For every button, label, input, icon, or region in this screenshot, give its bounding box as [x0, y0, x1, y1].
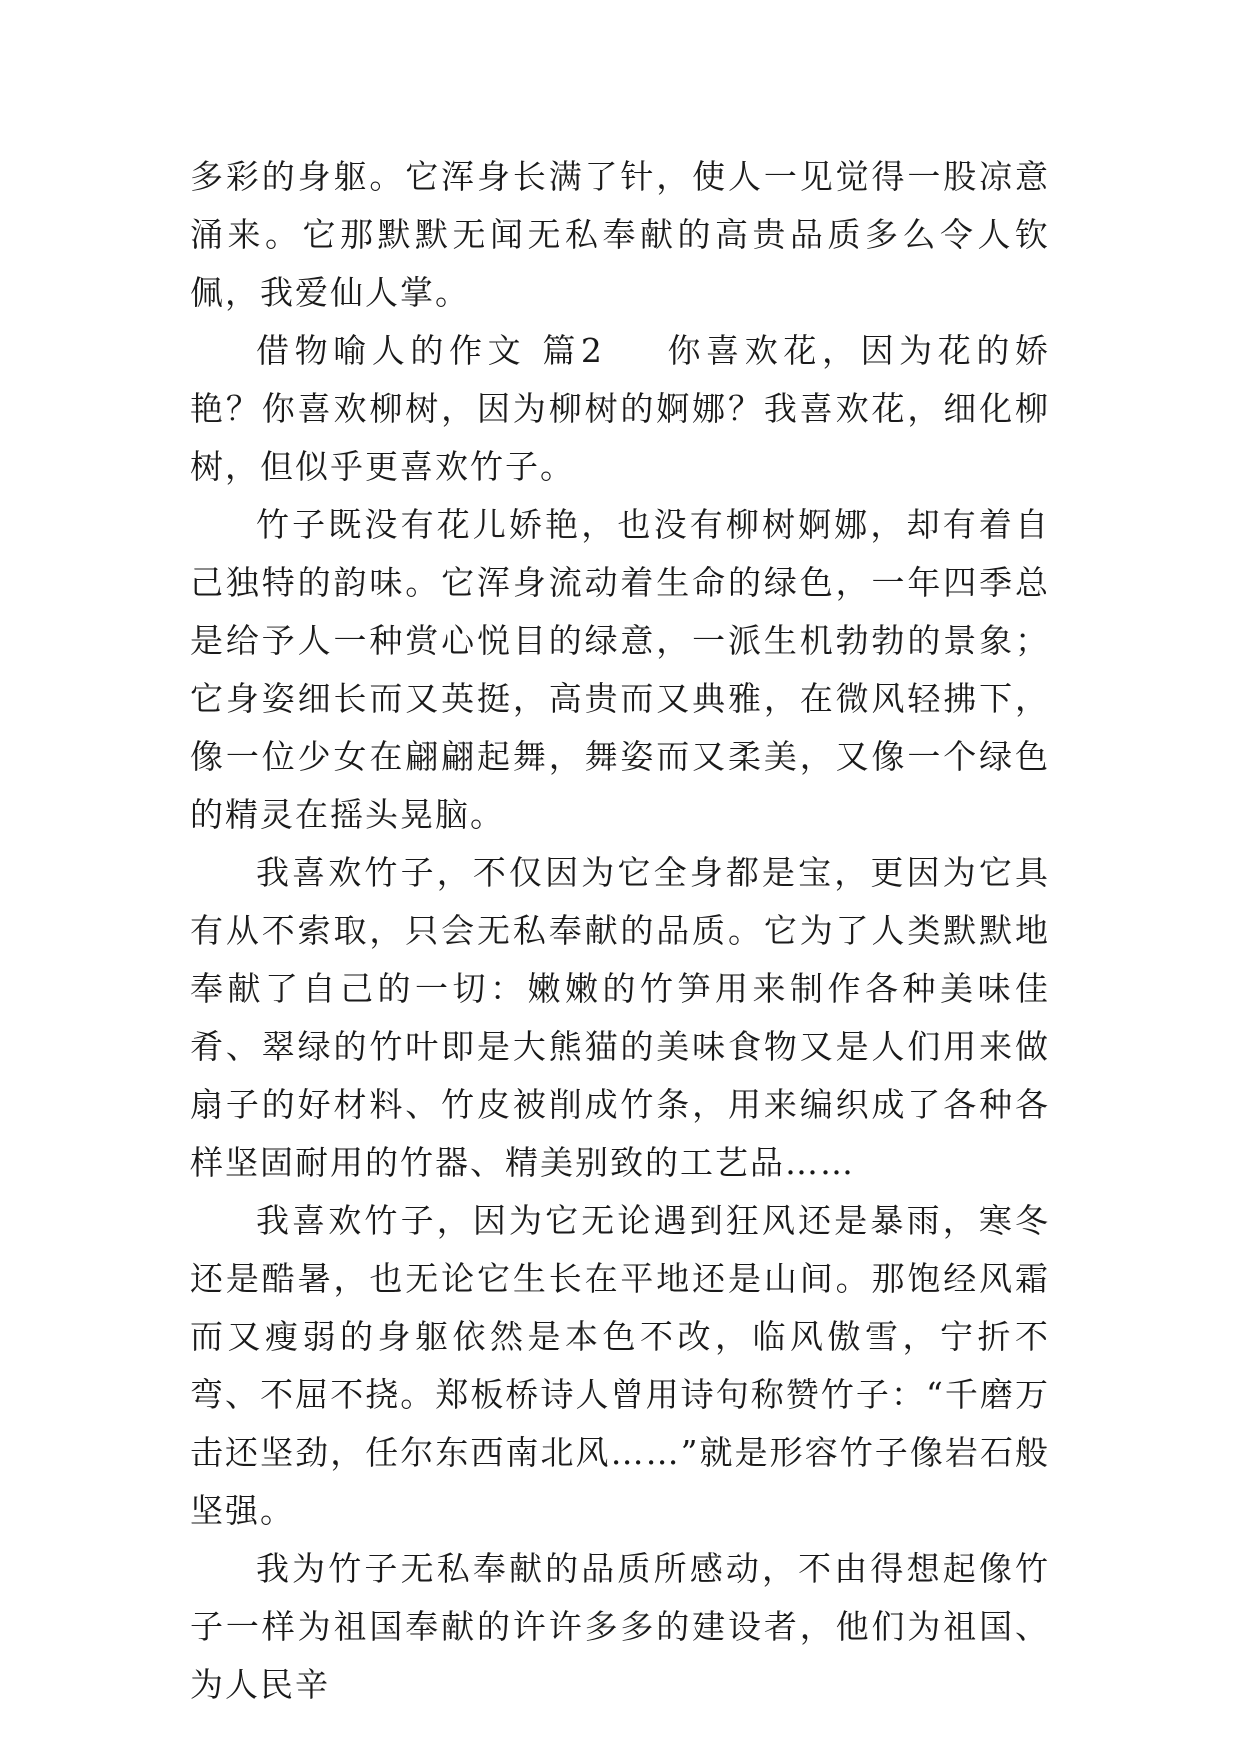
document-body [190, 148, 1050, 1714]
body-paragraph: 竹子既没有花儿娇艳，也没有柳树婀娜，却有着自己独特的韵味。它浑身流动着生命的绿色，一年四季总是给予人一种赏心悦目的绿意，一派生机勃勃的景象；它身姿细长而又英挺，高贵而又典雅，在微风轻拂下，像一位少女在翩翩起舞，舞姿而又柔美，又像一个绿色的精灵在摇头晃脑。 [190, 505, 1050, 834]
body-paragraph: 我喜欢竹子，不仅因为它全身都是宝，更因为它具有从不索取，只会无私奉献的品质。它为了人类默默地奉献了自己的一切：嫩嫩的竹笋用来制作各种美味佳肴、翠绿的竹叶即是大熊猫的美味食物又是人们用来做扇子的好材料、竹皮被削成竹条，用来编织成了各种各样坚固耐用的竹器、精美别致的工艺品…… [190, 853, 1050, 1182]
body-paragraph: 我为竹子无私奉献的品质所感动，不由得想起像竹子一样为祖国奉献的许许多多的建设者，他们为祖国、为人民辛 [190, 1549, 1050, 1704]
body-paragraph: 我喜欢竹子，因为它无论遇到狂风还是暴雨，寒冬还是酷暑，也无论它生长在平地还是山间。那饱经风霜而又瘦弱的身躯依然是本色不改，临风傲雪，宁折不弯、不屈不挠。郑板桥诗人曾用诗句称赞竹子：“千磨万击还坚劲，任尔东西南北风……”就是形容竹子像岩石般坚强。 [190, 1201, 1050, 1530]
section-intro: 你喜欢花，因为花的娇艳？你喜欢柳树，因为柳树的婀娜？我喜欢花，细化柳树，但似乎更喜欢竹子。 [190, 331, 1050, 486]
section-heading-paragraph [190, 322, 1050, 496]
continued-paragraph: 多彩的身躯。它浑身长满了针，使人一见觉得一股凉意涌来。它那默默无闻无私奉献的高贵品质多么令人钦佩，我爱仙人掌。 [190, 157, 1050, 312]
section-title: 借物喻人的作文 篇2 [256, 331, 604, 370]
